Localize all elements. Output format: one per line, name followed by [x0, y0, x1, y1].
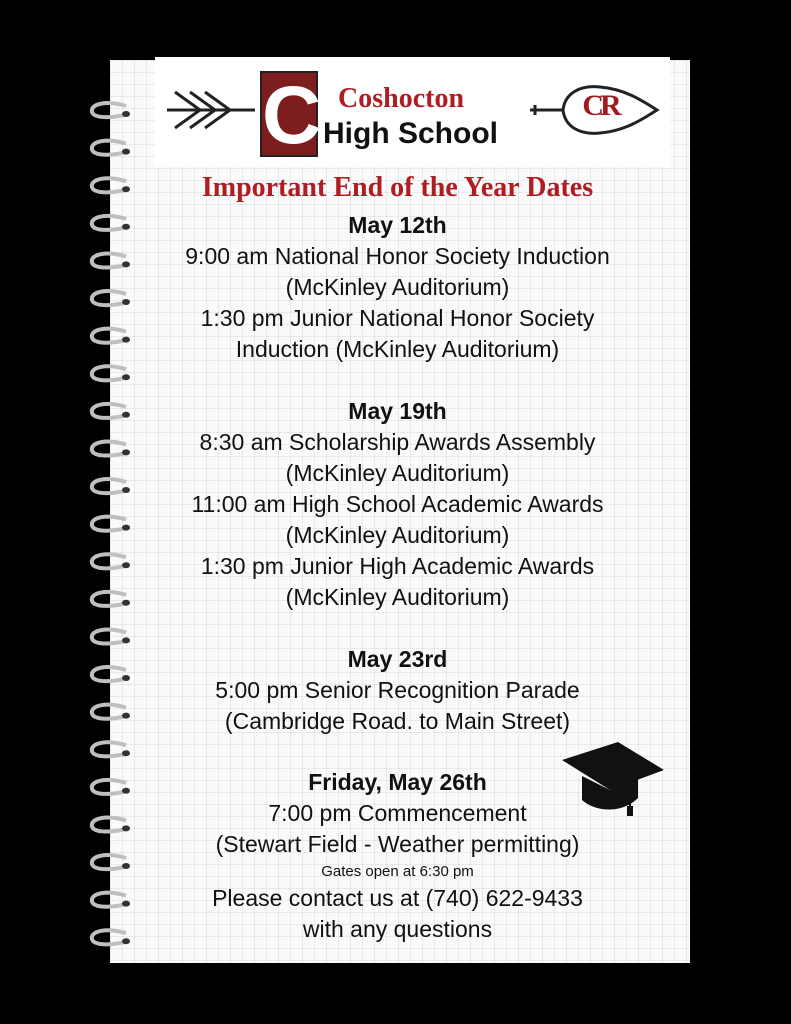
school-header [155, 57, 670, 167]
spiral-binding-icon [86, 92, 136, 962]
contact-line: with any questions [302, 916, 493, 942]
contact-line: Please contact us at (740) 622-9433 [212, 885, 583, 911]
event-line: (McKinley Auditorium) [285, 274, 510, 300]
event-line: (Stewart Field - Weather permitting) [215, 831, 580, 857]
page-title: Important End of the Year Dates [201, 172, 594, 203]
school-name-line2: High School [323, 117, 498, 150]
school-name-line1: Coshocton [338, 83, 465, 114]
event-line: 9:00 am National Honor Society Induction [185, 243, 610, 269]
event-line: (McKinley Auditorium) [285, 460, 510, 486]
section-date: Friday, May 26th [308, 769, 487, 795]
section-date: May 23rd [347, 646, 448, 672]
event-line: 1:30 pm Junior High Academic Awards [200, 553, 595, 579]
section-date: May 19th [348, 398, 447, 424]
event-line: Induction (McKinley Auditorium) [235, 336, 560, 362]
cr-emblem: CR [582, 89, 618, 122]
event-line: 5:00 pm Senior Recognition Parade [215, 677, 580, 703]
big-c-letter: C [262, 70, 322, 161]
event-line: 7:00 pm Commencement [268, 800, 527, 826]
gates-note: Gates open at 6:30 pm [321, 863, 474, 880]
event-line: (McKinley Auditorium) [285, 522, 510, 548]
event-line: 1:30 pm Junior National Honor Society [200, 305, 595, 331]
graduation-cap-icon [560, 742, 670, 822]
event-line: (McKinley Auditorium) [285, 584, 510, 610]
event-line: (Cambridge Road. to Main Street) [224, 708, 571, 734]
event-line: 11:00 am High School Academic Awards [191, 491, 604, 517]
section-date: May 12th [348, 212, 447, 238]
event-line: 8:30 am Scholarship Awards Assembly [199, 429, 596, 455]
